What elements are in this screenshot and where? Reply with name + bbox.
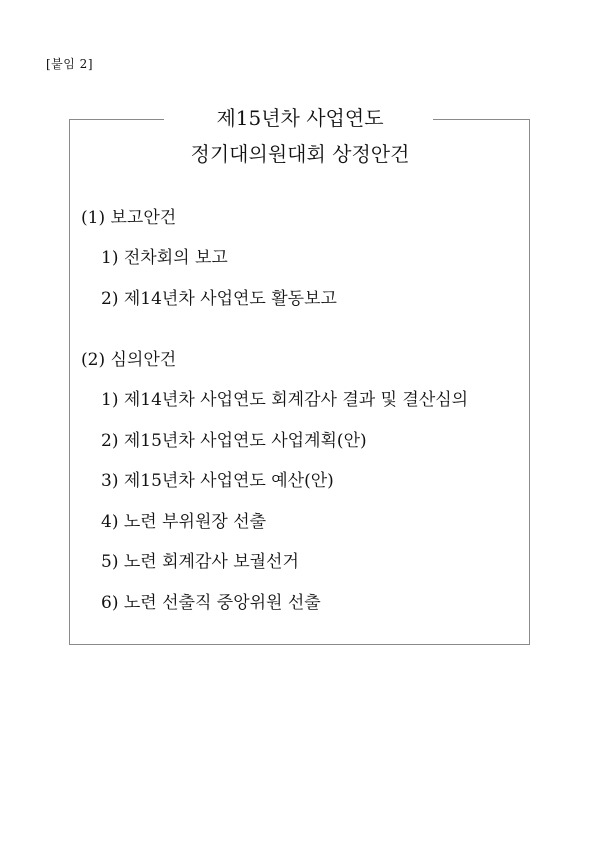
document-title-line-2: 정기대의원대회 상정안건 <box>190 142 410 166</box>
list-item: 3) 제15년차 사업연도 예산(안) <box>101 471 334 491</box>
section-heading-deliberation: (2) 심의안건 <box>81 350 177 370</box>
list-item: 2) 제15년차 사업연도 사업계획(안) <box>101 431 367 451</box>
section-heading-report: (1) 보고안건 <box>81 208 177 228</box>
attachment-label: [붙임 2] <box>46 57 93 71</box>
list-item: 5) 노련 회계감사 보궐선거 <box>101 552 299 572</box>
list-item: 6) 노련 선출직 중앙위원 선출 <box>101 593 321 613</box>
box-top-border-left <box>69 119 164 120</box>
document-title-line-1: 제15년차 사업연도 <box>216 106 384 130</box>
list-item: 2) 제14년차 사업연도 활동보고 <box>101 289 337 309</box>
list-item: 1) 제14년차 사업연도 회계감사 결과 및 결산심의 <box>101 390 469 410</box>
box-top-border-right <box>433 119 530 120</box>
list-item: 1) 전차회의 보고 <box>101 248 228 268</box>
list-item: 4) 노련 부위원장 선출 <box>101 512 267 532</box>
